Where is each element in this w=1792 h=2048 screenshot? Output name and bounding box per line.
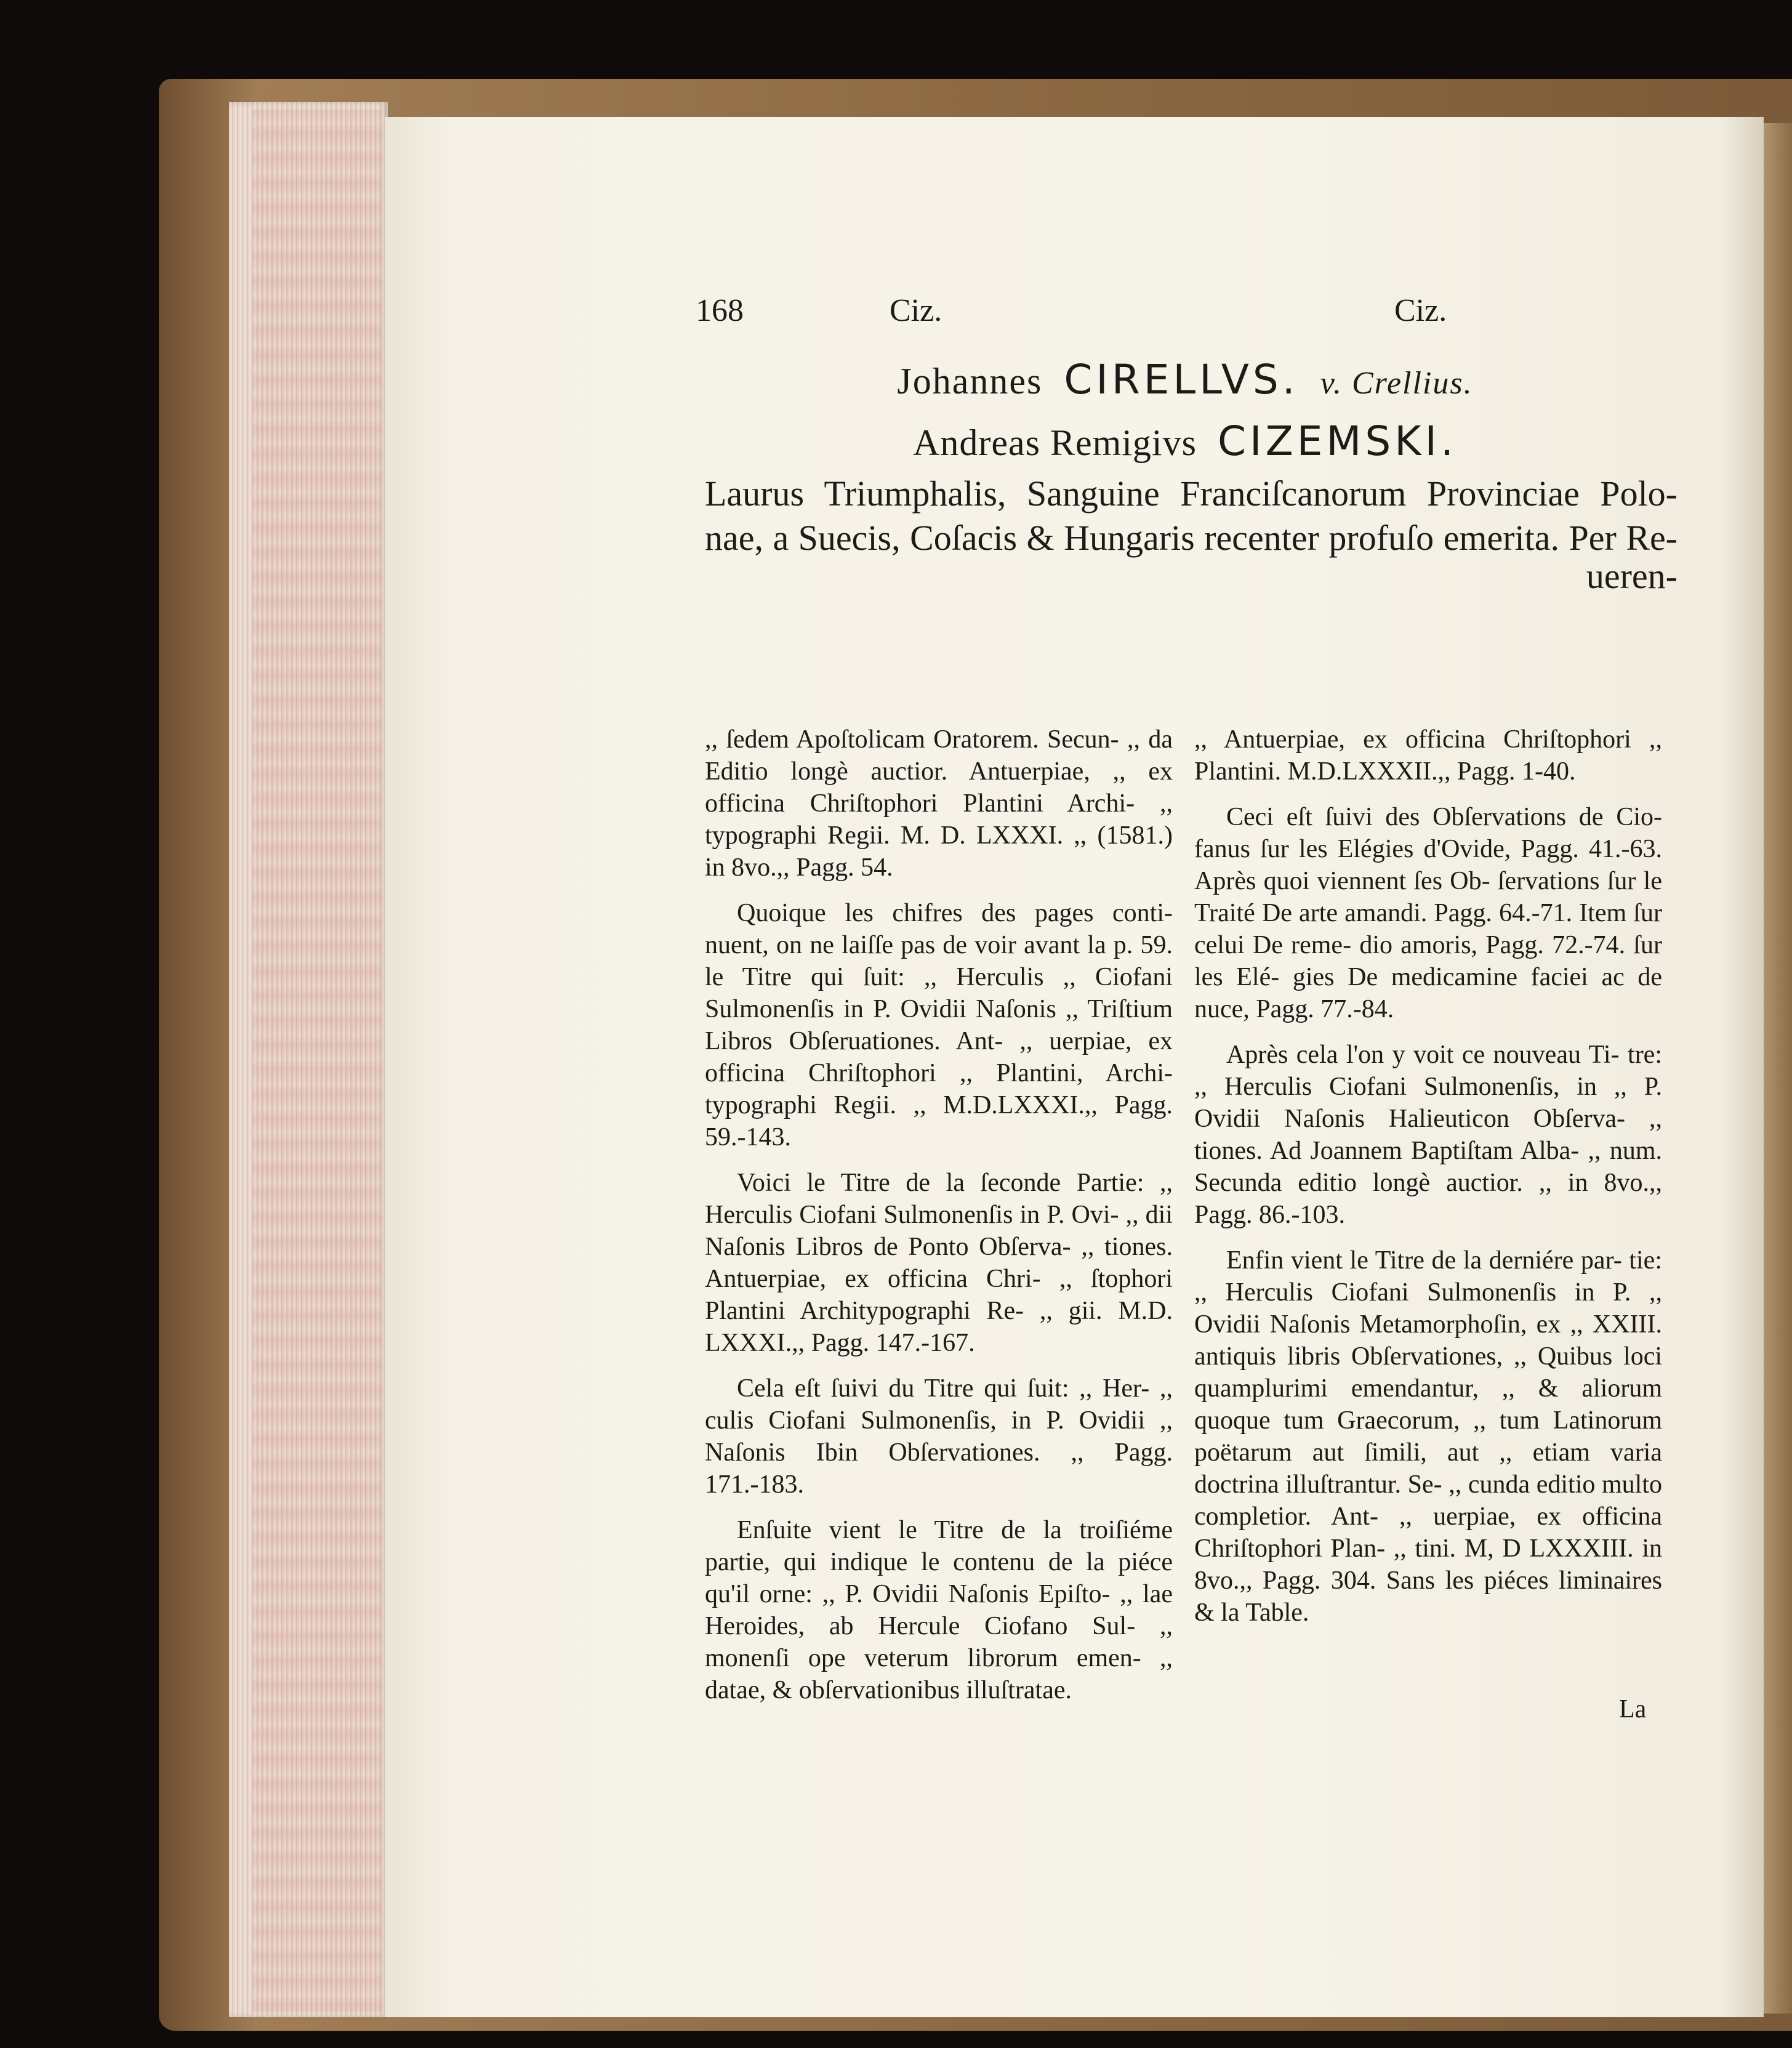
surname: CIRELLVS. bbox=[1064, 356, 1299, 403]
forename: Andreas Remigivs bbox=[913, 422, 1197, 463]
page-number: 168 bbox=[696, 293, 744, 328]
right-column bbox=[1194, 724, 1662, 1642]
entry-heading-cirellvs bbox=[693, 356, 1677, 403]
paragraph: Voici le Titre de la ſeconde Partie: ,, Herculis Ciofani Sulmonenſis in P. Ovi- ,, dii Naſonis Libros de Ponto Obſerva- ,, tiones. Antuerpiae, ex officina Chri- ,, ſtophori Plantini Architypographi Re- ,, gii. M.D. LXXXI.,, Pagg. 147.-167. bbox=[705, 1169, 1173, 1357]
paragraph: Enfin vient le Titre de la derniére par- tie: ,, Herculis Ciofani Sulmonenſis in P. ,, Ovidii Naſonis Metamorphoſin, ex ,, XXIII. antiquis libris Obſervationes, ,, Quibus loci quamplurimi emendantur, ,, & aliorum quoque tum Graecorum, ,, tum Latinorum poëtarum aut ſimili, aut ,, etiam varia doctrina illuſtrantur. Se- ,, cunda editio multo completior. Ant- ,, uerpiae, ex officina Chriſtophori Plan- ,, tini. M, D LXXXIII. in 8vo.,, Pagg. 304. Sans les piéces liminaires & la Table. bbox=[1194, 1246, 1662, 1627]
book-page bbox=[385, 117, 1764, 2017]
paragraph: ,, ſedem Apoſtolicam Oratorem. Secun- ,, da Editio longè auctior. Antuerpiae, ,, ex officina Chriſtophori Plantini Archi- ,, typographi Regii. M. D. LXXXI. ,, (1581.) in 8vo.,, Pagg. 54. bbox=[705, 725, 1173, 882]
book-title-line-3: ueren- bbox=[1586, 556, 1677, 596]
book-title-line-2: nae, a Suecis, Coſacis & Hungaris recenter profuſo emerita. Per Re- bbox=[705, 518, 1677, 558]
paragraph: Enſuite vient le Titre de la troiſiéme partie, qui indique le contenu de la piéce qu'il orne: ,, P. Ovidii Naſonis Epiſto- ,, lae Heroides, ab Hercule Ciofano Sul- ,, monenſi ope veterum librorum emen- ,, datae, & obſervationibus illuſtratae. bbox=[705, 1516, 1173, 1704]
page-edges-red-tint bbox=[252, 110, 382, 2012]
running-head-right: Ciz. bbox=[1394, 293, 1447, 328]
running-head-left: Ciz. bbox=[890, 293, 942, 328]
paragraph: Quoique les chifres des pages conti- nuent, on ne laiſſe pas de voir avant la p. 59. le Titre qui ſuit: ,, Herculis ,, Ciofani Sulmonenſis in P. Ovidii Naſonis ,, Triſtium Libros Obſeruationes. Ant- ,, uerpiae, ex officina Chriſtophori ,, Plantini, Archi-typographi Regii. ,, M.D.LXXXI.,, Pagg. 59.-143. bbox=[705, 899, 1173, 1151]
left-column bbox=[705, 724, 1173, 1720]
paragraph: Ceci eſt ſuivi des Obſervations de Cio- fanus ſur les Elégies d'Ovide, Pagg. 41.-63. Après quoi viennent ſes Ob- ſervations ſur le Traité De arte amandi. Pagg. 64.-71. Item ſur celui De reme- dio amoris, Pagg. 72.-74. ſur les Elé- gies De medicamine faciei ac de nuce, Pagg. 77.-84. bbox=[1194, 803, 1662, 1023]
surname: CIZEMSKI. bbox=[1217, 417, 1457, 465]
catchword: La bbox=[1619, 1695, 1647, 1723]
book-title-line-1: Laurus Triumphalis, Sanguine Franciſcanorum Provinciae Polo- bbox=[705, 474, 1677, 514]
entry-heading-cizemski bbox=[693, 417, 1677, 465]
forename: Johannes bbox=[897, 361, 1043, 401]
paragraph: Cela eſt ſuivi du Titre qui ſuit: ,, Her- ,, culis Ciofani Sulmonenſis, in P. Ovidii ,, Naſonis Ibin Obſervationes. ,, Pagg. 171.-183. bbox=[705, 1374, 1173, 1499]
cross-reference: v. Crellius. bbox=[1320, 366, 1473, 401]
paragraph: ,, Antuerpiae, ex officina Chriſtophori ,, Plantini. M.D.LXXXII.,, Pagg. 1-40. bbox=[1194, 725, 1662, 786]
paragraph: Après cela l'on y voit ce nouveau Ti- tre: ,, Herculis Ciofani Sulmonenſis, in ,, P. Ovidii Naſonis Halieuticon Obſerva- ,, tiones. Ad Joannem Baptiſtam Alba- ,, num. Secunda editio longè auctior. ,, in 8vo.,, Pagg. 86.-103. bbox=[1194, 1041, 1662, 1229]
facing-page-edge bbox=[1761, 123, 1792, 2014]
